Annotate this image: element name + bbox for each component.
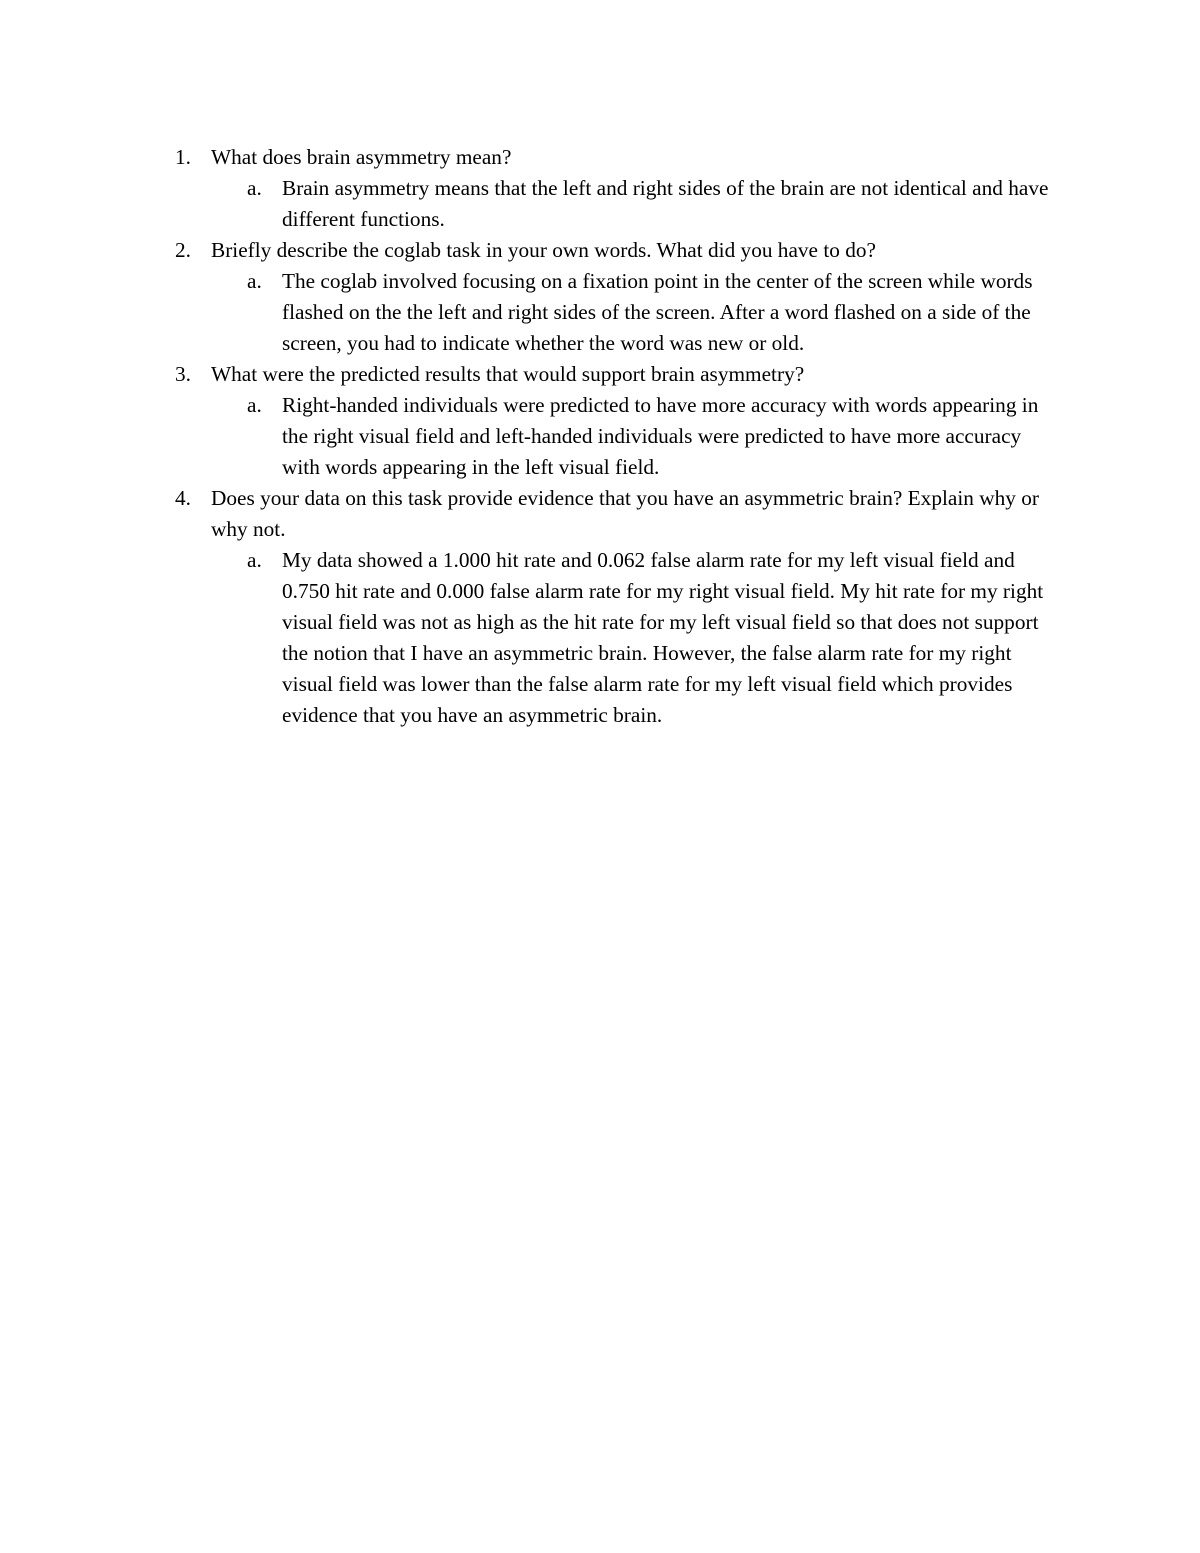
answer-text: Right-handed individuals were predicted to have more accuracy with words appearing in the right visual field and left-handed individuals were predicted to have more accuracy with words appearing in the left visual field.	[282, 393, 1039, 479]
answer-letter: a.	[247, 393, 262, 417]
question-number: 4.	[175, 486, 191, 510]
question-text: What were the predicted results that would support brain asymmetry?	[211, 362, 805, 386]
answer-text: Brain asymmetry means that the left and right sides of the brain are not identical and have different functions.	[282, 176, 1049, 231]
question-number: 1.	[175, 145, 191, 169]
question-item-3	[173, 359, 1073, 390]
question-item-1	[173, 142, 1073, 173]
question-item-4	[173, 483, 1073, 545]
answer-item-4	[173, 545, 1073, 731]
answer-text: My data showed a 1.000 hit rate and 0.062 false alarm rate for my left visual field and 0.750 hit rate and 0.000 false alarm rate for my right visual field. My hit rate for my right visual field was not as high as the hit rate for my left visual field so that does not support the notion that I have an asymmetric brain. However, the false alarm rate for my right visual field was lower than the false alarm rate for my left visual field which provides evidence that you have an asymmetric brain.	[282, 548, 1044, 727]
question-list	[173, 142, 1073, 731]
answer-letter: a.	[247, 176, 262, 200]
question-number: 3.	[175, 362, 191, 386]
question-text: What does brain asymmetry mean?	[211, 145, 512, 169]
question-item-2	[173, 235, 1073, 266]
question-text: Briefly describe the coglab task in your own words. What did you have to do?	[211, 238, 876, 262]
question-text: Does your data on this task provide evidence that you have an asymmetric brain? Explain why or why not.	[211, 486, 1039, 541]
answer-text: The coglab involved focusing on a fixation point in the center of the screen while words flashed on the the left and right sides of the screen. After a word flashed on a side of the screen, you had to indicate whether the word was new or old.	[282, 269, 1033, 355]
answer-letter: a.	[247, 269, 262, 293]
answer-item-3	[173, 390, 1073, 483]
answer-letter: a.	[247, 548, 262, 572]
answer-item-1	[173, 173, 1073, 235]
answer-item-2	[173, 266, 1073, 359]
question-number: 2.	[175, 238, 191, 262]
